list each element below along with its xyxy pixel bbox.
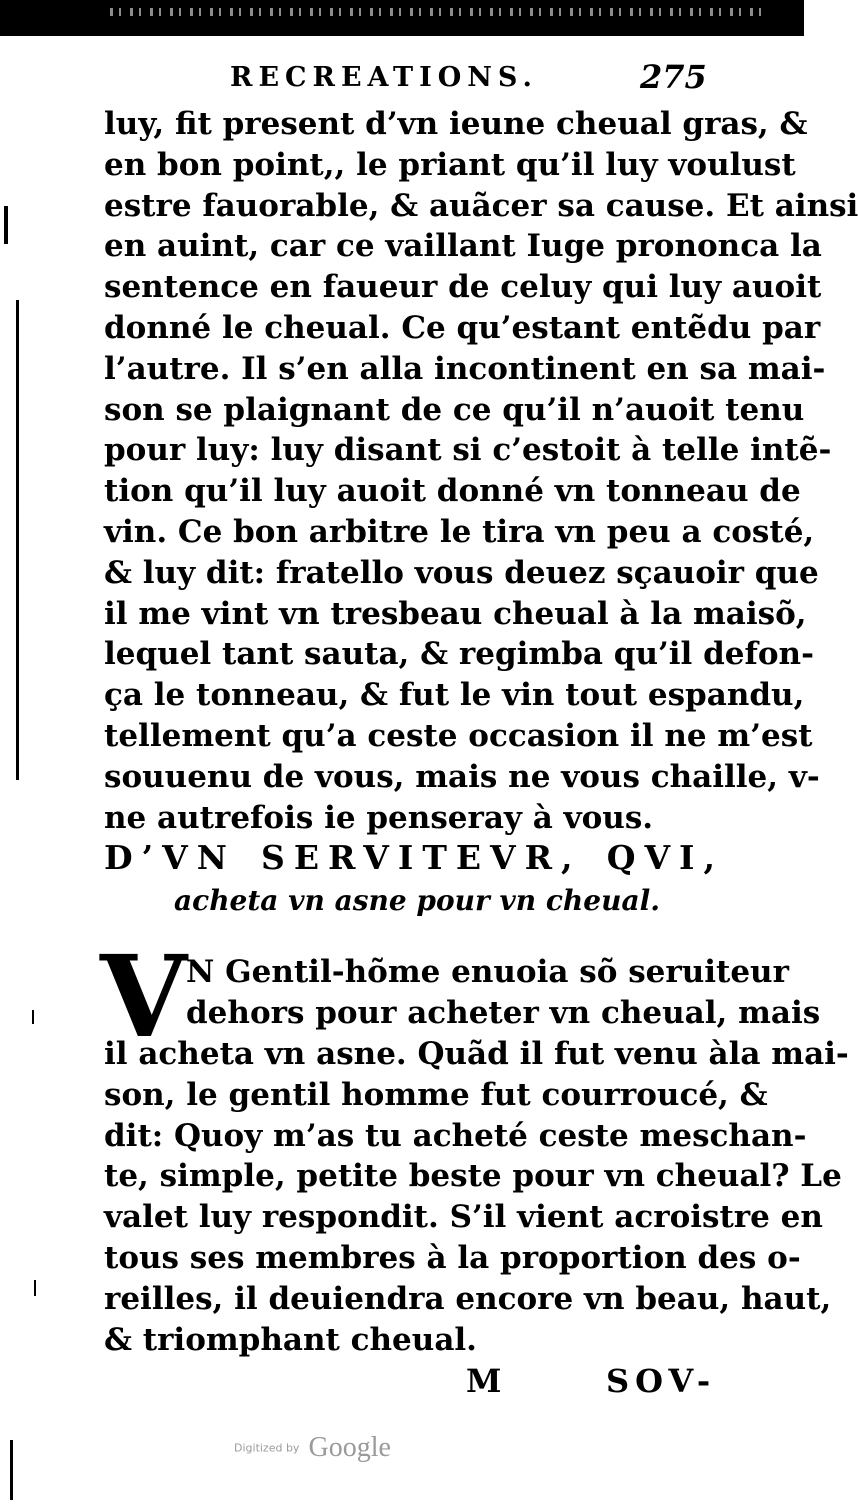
text-line: souuenu de vous, mais ne vous chaille, v- [104, 758, 820, 795]
text-line: & triomphant cheual. [104, 1321, 477, 1358]
text-line: tellement qu’a ceste occasion il ne m’est [104, 717, 813, 754]
text-line: pour luy: luy disant si c’estoit à telle intẽ- [104, 432, 832, 469]
text-line: il me vint vn tresbeau cheual à la maisõ, [104, 595, 807, 632]
left-margin-mark [34, 1280, 36, 1296]
text-line: il acheta vn asne. Quãd il fut venu àla mai- [104, 1036, 849, 1072]
page-header [0, 58, 804, 104]
text-line: en auint, car ce vaillant Iuge prononca la [104, 228, 822, 265]
text-line: l’autre. Il s’en alla incontinent en sa mai- [104, 350, 826, 387]
text-line: N Gentil-hõme enuoia sõ seruiteur [186, 954, 789, 990]
text-line: son se plaignant de ce qu’il n’auoit tenu [104, 391, 805, 428]
text-line: en bon point,, le priant qu’il luy voulust [104, 146, 796, 183]
watermark-brand: Google [308, 1432, 391, 1463]
left-margin-mark [16, 300, 19, 780]
text-line: tion qu’il luy auoit donné vn tonneau de [104, 473, 801, 510]
catchword: SOV- [606, 1362, 717, 1400]
text-line: reilles, il deuiendra encore vn beau, haut, [104, 1280, 832, 1317]
text-line: dit: Quoy m’as tu acheté ceste meschan- [104, 1117, 807, 1154]
signature-mark: M [466, 1362, 502, 1400]
page-number: 275 [640, 58, 707, 96]
drop-cap: V [100, 932, 187, 1063]
text-line: valet luy respondit. S’il vient acroistre en [104, 1199, 823, 1236]
story-text [104, 1034, 849, 1360]
text-line: vin. Ce bon arbitre le tira vn peu a costé, [104, 513, 815, 550]
watermark-prefix: Digitized by [234, 1441, 300, 1455]
left-margin-mark [10, 1440, 13, 1500]
text-line: & luy dit: fratello vous deuez sçauoir que [104, 554, 819, 591]
text-line: luy, fit present d’vn ieune cheual gras, & [104, 106, 808, 142]
text-line: lequel tant sauta, & regimba qu’il defon- [104, 636, 814, 673]
text-line: dehors pour acheter vn cheual, mais [186, 994, 821, 1031]
left-margin-mark [4, 206, 8, 244]
text-line: ça le tonneau, & fut le vin tout espandu, [104, 677, 805, 714]
text-line: tous ses membres à la proportion des o- [104, 1239, 801, 1276]
text-line: donné le cheual. Ce qu’estant entẽdu par [104, 309, 821, 346]
scan-top-edge [0, 0, 804, 36]
running-head: RECREATIONS. [230, 62, 538, 93]
text-line: sentence en faueur de celuy qui luy auoit [104, 269, 822, 306]
text-line: son, le gentil homme fut courroucé, & [104, 1076, 768, 1113]
text-line: estre fauorable, & auãcer sa cause. Et ainsi [104, 187, 858, 224]
story-indented-text [186, 952, 821, 1034]
google-watermark [234, 1432, 391, 1464]
left-margin-mark [32, 1010, 34, 1024]
text-line: ne autrefois ie penseray à vous. [104, 799, 654, 836]
story-heading: D’VN SERVITEVR, QVI, [104, 838, 724, 877]
text-line: te, simple, petite beste pour vn cheual? Le [104, 1158, 842, 1195]
body-text [104, 104, 858, 838]
story-subheading: acheta vn asne pour vn cheual. [174, 884, 660, 917]
